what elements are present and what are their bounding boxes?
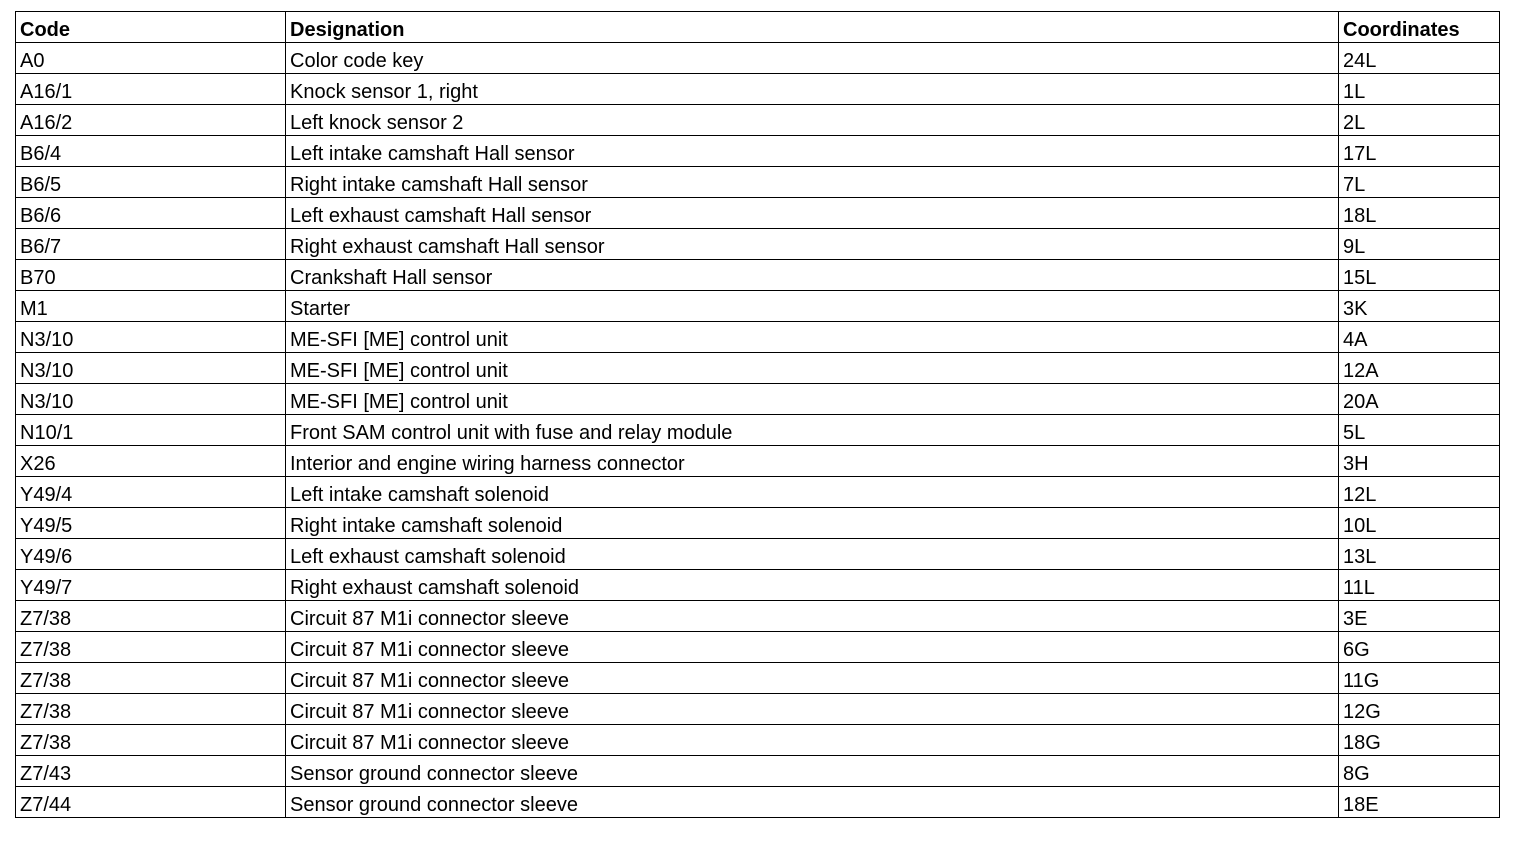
header-coordinates: Coordinates: [1339, 12, 1500, 43]
cell-code: N10/1: [16, 415, 286, 446]
cell-code: Y49/7: [16, 570, 286, 601]
cell-coordinates: 1L: [1339, 74, 1500, 105]
cell-coordinates: 15L: [1339, 260, 1500, 291]
cell-coordinates: 8G: [1339, 756, 1500, 787]
cell-coordinates: 2L: [1339, 105, 1500, 136]
cell-coordinates: 11G: [1339, 663, 1500, 694]
table-row: [16, 477, 1500, 508]
cell-code: Z7/38: [16, 632, 286, 663]
table-row: [16, 74, 1500, 105]
cell-designation: Knock sensor 1, right: [286, 74, 1339, 105]
cell-code: Y49/5: [16, 508, 286, 539]
table-row: [16, 260, 1500, 291]
cell-designation: Right intake camshaft Hall sensor: [286, 167, 1339, 198]
table-row: [16, 229, 1500, 260]
cell-code: A0: [16, 43, 286, 74]
cell-coordinates: 3H: [1339, 446, 1500, 477]
table-row: [16, 384, 1500, 415]
cell-designation: Left intake camshaft solenoid: [286, 477, 1339, 508]
cell-coordinates: 3K: [1339, 291, 1500, 322]
cell-coordinates: 10L: [1339, 508, 1500, 539]
table-row: [16, 43, 1500, 74]
cell-code: N3/10: [16, 322, 286, 353]
cell-coordinates: 5L: [1339, 415, 1500, 446]
cell-designation: Right exhaust camshaft Hall sensor: [286, 229, 1339, 260]
cell-designation: Left exhaust camshaft Hall sensor: [286, 198, 1339, 229]
header-row: [16, 12, 1500, 43]
cell-designation: Right exhaust camshaft solenoid: [286, 570, 1339, 601]
table-row: [16, 322, 1500, 353]
cell-code: Z7/38: [16, 601, 286, 632]
cell-designation: Left knock sensor 2: [286, 105, 1339, 136]
cell-designation: Crankshaft Hall sensor: [286, 260, 1339, 291]
table-row: [16, 291, 1500, 322]
table-row: [16, 508, 1500, 539]
cell-code: X26: [16, 446, 286, 477]
component-legend-table: [15, 11, 1500, 818]
table-row: [16, 198, 1500, 229]
cell-code: B70: [16, 260, 286, 291]
cell-designation: Left exhaust camshaft solenoid: [286, 539, 1339, 570]
cell-coordinates: 3E: [1339, 601, 1500, 632]
table-row: [16, 663, 1500, 694]
cell-code: A16/1: [16, 74, 286, 105]
cell-coordinates: 18G: [1339, 725, 1500, 756]
table-row: [16, 446, 1500, 477]
table-row: [16, 756, 1500, 787]
cell-coordinates: 24L: [1339, 43, 1500, 74]
table-row: [16, 167, 1500, 198]
table-row: [16, 694, 1500, 725]
cell-code: Z7/43: [16, 756, 286, 787]
table-header: [16, 12, 1500, 43]
cell-code: N3/10: [16, 353, 286, 384]
cell-designation: Interior and engine wiring harness connector: [286, 446, 1339, 477]
cell-designation: ME-SFI [ME] control unit: [286, 322, 1339, 353]
table-row: [16, 136, 1500, 167]
cell-coordinates: 11L: [1339, 570, 1500, 601]
cell-code: Z7/38: [16, 725, 286, 756]
table-row: [16, 787, 1500, 818]
cell-coordinates: 18E: [1339, 787, 1500, 818]
cell-coordinates: 18L: [1339, 198, 1500, 229]
cell-designation: Circuit 87 M1i connector sleeve: [286, 725, 1339, 756]
cell-code: A16/2: [16, 105, 286, 136]
cell-designation: ME-SFI [ME] control unit: [286, 384, 1339, 415]
table-row: [16, 415, 1500, 446]
cell-designation: Left intake camshaft Hall sensor: [286, 136, 1339, 167]
cell-coordinates: 12G: [1339, 694, 1500, 725]
table-row: [16, 725, 1500, 756]
table-row: [16, 632, 1500, 663]
cell-code: B6/4: [16, 136, 286, 167]
cell-coordinates: 12A: [1339, 353, 1500, 384]
table-body: [16, 43, 1500, 818]
cell-designation: Starter: [286, 291, 1339, 322]
cell-code: B6/6: [16, 198, 286, 229]
cell-code: Y49/4: [16, 477, 286, 508]
cell-designation: ME-SFI [ME] control unit: [286, 353, 1339, 384]
cell-designation: Circuit 87 M1i connector sleeve: [286, 694, 1339, 725]
cell-designation: Circuit 87 M1i connector sleeve: [286, 632, 1339, 663]
header-code: Code: [16, 12, 286, 43]
cell-code: B6/5: [16, 167, 286, 198]
cell-code: N3/10: [16, 384, 286, 415]
table-row: [16, 570, 1500, 601]
table-row: [16, 601, 1500, 632]
header-designation: Designation: [286, 12, 1339, 43]
table-row: [16, 105, 1500, 136]
cell-code: Z7/44: [16, 787, 286, 818]
cell-designation: Sensor ground connector sleeve: [286, 787, 1339, 818]
cell-coordinates: 13L: [1339, 539, 1500, 570]
cell-designation: Front SAM control unit with fuse and relay module: [286, 415, 1339, 446]
cell-designation: Color code key: [286, 43, 1339, 74]
table-row: [16, 353, 1500, 384]
cell-code: Z7/38: [16, 663, 286, 694]
cell-code: B6/7: [16, 229, 286, 260]
cell-coordinates: 7L: [1339, 167, 1500, 198]
cell-code: M1: [16, 291, 286, 322]
cell-designation: Sensor ground connector sleeve: [286, 756, 1339, 787]
cell-coordinates: 6G: [1339, 632, 1500, 663]
cell-coordinates: 20A: [1339, 384, 1500, 415]
cell-coordinates: 9L: [1339, 229, 1500, 260]
cell-code: Z7/38: [16, 694, 286, 725]
table-row: [16, 539, 1500, 570]
cell-coordinates: 4A: [1339, 322, 1500, 353]
cell-coordinates: 12L: [1339, 477, 1500, 508]
cell-coordinates: 17L: [1339, 136, 1500, 167]
cell-designation: Circuit 87 M1i connector sleeve: [286, 601, 1339, 632]
cell-designation: Right intake camshaft solenoid: [286, 508, 1339, 539]
cell-code: Y49/6: [16, 539, 286, 570]
cell-designation: Circuit 87 M1i connector sleeve: [286, 663, 1339, 694]
